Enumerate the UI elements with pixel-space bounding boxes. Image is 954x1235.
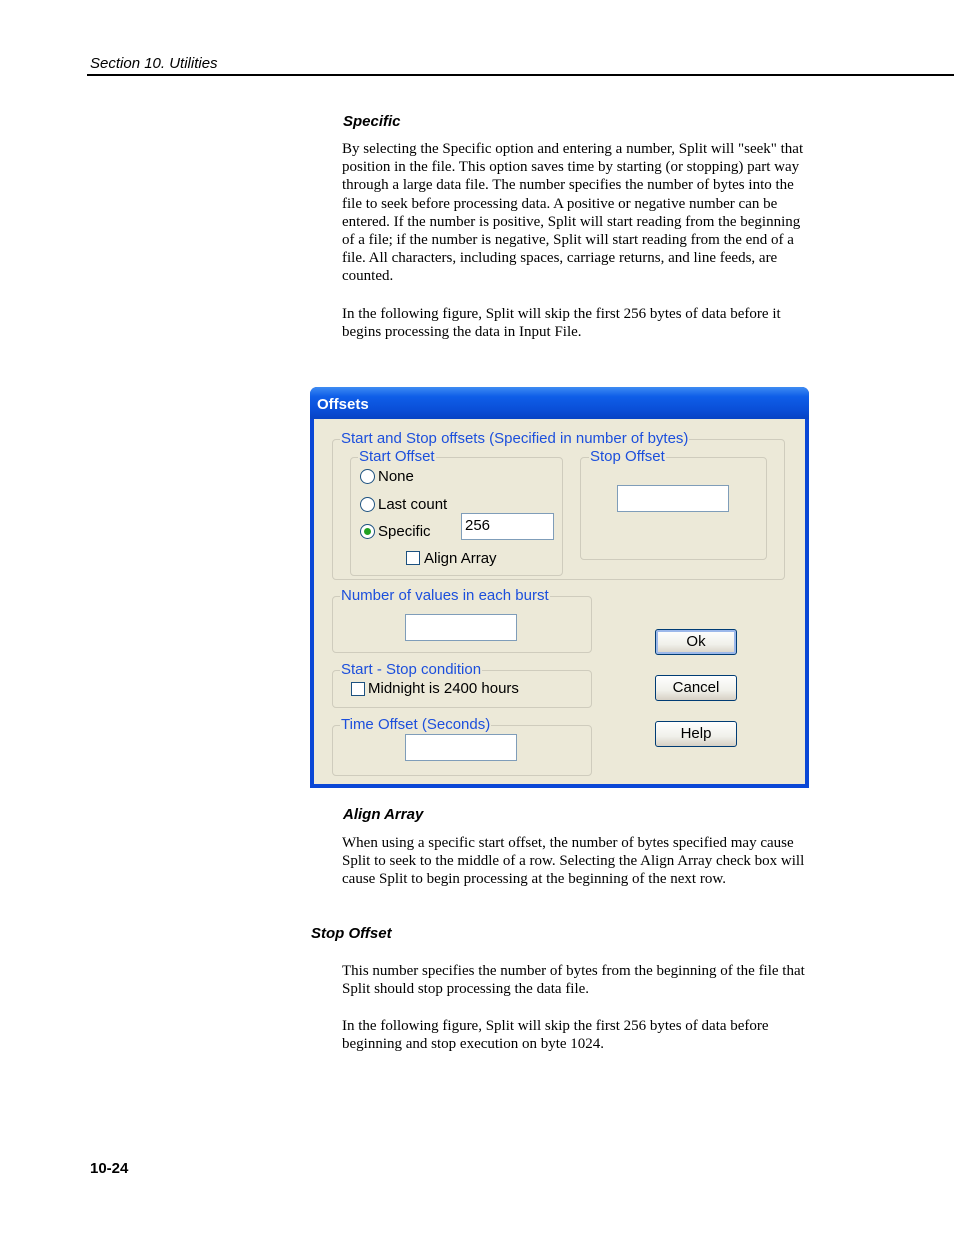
midnight-checkbox[interactable]	[351, 682, 365, 696]
start-offset-legend: Start Offset	[359, 448, 435, 465]
offsets-dialog	[310, 387, 809, 788]
dialog-client	[314, 419, 805, 784]
help-button[interactable]: Help	[655, 721, 737, 747]
ok-button[interactable]: Ok	[655, 629, 737, 655]
condition-legend: Start - Stop condition	[341, 661, 482, 678]
page-number: 10-24	[90, 1160, 129, 1177]
paragraph-specific-1: By selecting the Specific option and entering a number, Split will "seek" that position in the file. This option saves time by starting (or stopping) part way through a large data file. The number specifies the number of bytes into the file to seek before processing data. A positive or negative number can be entered. If the number is positive, Split will start reading from the beginning of a file; if the number is negative, Split will start reading from the end of a file. All characters, including spaces, carriage returns, and line feeds, are counted.	[342, 141, 804, 285]
paragraph-specific-2: In the following figure, Split will skip the first 256 bytes of data before it begins processing the data in Input File.	[342, 306, 781, 341]
specific-offset-input[interactable]: 256	[461, 513, 554, 540]
radio-specific[interactable]	[360, 524, 375, 539]
radio-last-count-label: Last count	[378, 496, 448, 513]
header-rule	[87, 74, 954, 76]
cancel-button[interactable]: Cancel	[655, 675, 737, 701]
radio-none[interactable]	[360, 469, 375, 484]
stop-offset-input[interactable]	[617, 485, 729, 512]
heading-specific: Specific	[343, 113, 401, 130]
heading-align-array: Align Array	[343, 806, 424, 823]
group-start-stop-offsets-legend: Start and Stop offsets (Specified in number of bytes)	[341, 430, 689, 447]
align-array-checkbox[interactable]	[406, 551, 420, 565]
time-offset-input[interactable]	[405, 734, 517, 761]
radio-selected-dot	[364, 528, 371, 535]
burst-legend: Number of values in each burst	[341, 587, 549, 604]
radio-specific-label: Specific	[378, 523, 431, 540]
heading-stop-offset: Stop Offset	[311, 925, 392, 942]
radio-none-label: None	[378, 468, 414, 485]
paragraph-stop-offset-2: In the following figure, Split will skip the first 256 bytes of data before beginning and stop execution on byte 1024.	[342, 1018, 769, 1053]
burst-input[interactable]	[405, 614, 517, 641]
running-header: Section 10. Utilities	[90, 55, 218, 72]
stop-offset-legend: Stop Offset	[590, 448, 665, 465]
paragraph-align-array: When using a specific start offset, the number of bytes specified may cause Split to seek to the middle of a row. Selecting the Align Array check box will cause Split to begin processing at the beginning of the next row.	[342, 835, 805, 888]
paragraph-stop-offset-1: This number specifies the number of bytes from the beginning of the file that Split should stop processing the data file.	[342, 963, 805, 998]
dialog-titlebar[interactable]	[310, 387, 809, 419]
dialog-title: Offsets	[317, 396, 369, 413]
midnight-label: Midnight is 2400 hours	[368, 680, 519, 697]
align-array-label: Align Array	[424, 550, 497, 567]
time-offset-legend: Time Offset (Seconds)	[341, 716, 491, 733]
radio-last-count[interactable]	[360, 497, 375, 512]
